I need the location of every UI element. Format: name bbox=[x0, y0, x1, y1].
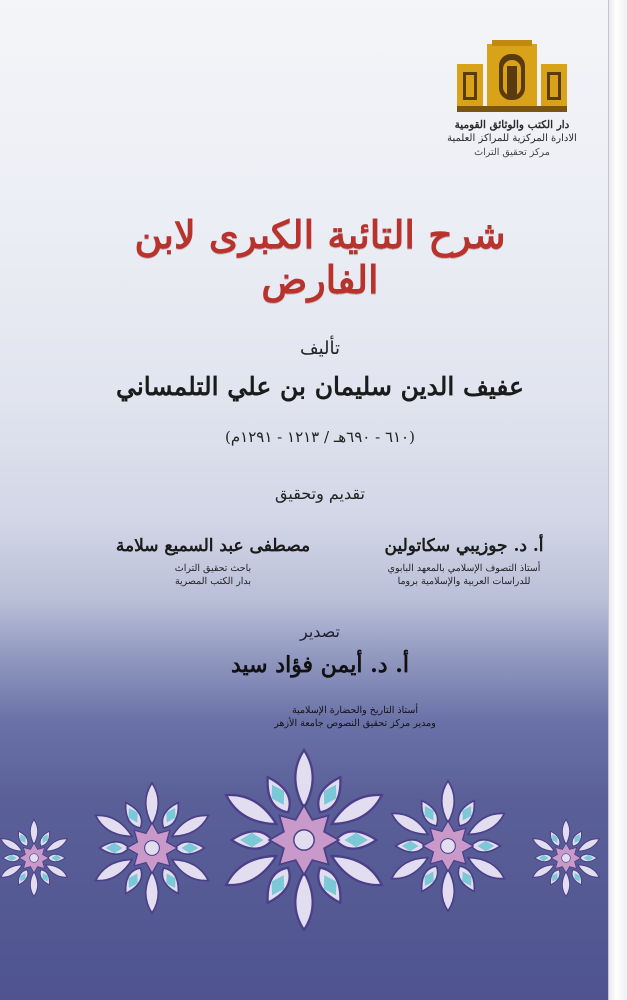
editor-secondary-role-1: باحث تحقيق التراث bbox=[174, 563, 252, 574]
publisher-name: دار الكتب والوثائق القومية bbox=[454, 119, 570, 131]
foreword-label: تصدير bbox=[299, 622, 340, 641]
editor-secondary-role-2: بدار الكتب المصرية bbox=[174, 576, 252, 587]
publisher-center: مركز تحقيق التراث bbox=[474, 147, 550, 158]
star-rosette bbox=[0, 820, 69, 897]
page-edge bbox=[608, 0, 627, 1000]
editor-primary-role-1: أستاذ التصوف الإسلامي بالمعهد البابوي bbox=[387, 563, 541, 574]
star-rosette bbox=[531, 820, 601, 897]
editor-primary-name: أ. د. جوزيبي سكاتولين bbox=[384, 536, 544, 556]
editor-secondary-name: مصطفى عبد السميع سلامة bbox=[115, 536, 311, 556]
author-label: تأليف bbox=[299, 338, 341, 359]
introduction-label: تقديم وتحقيق bbox=[275, 484, 365, 503]
foreword-role bbox=[240, 704, 470, 730]
library-building-icon bbox=[457, 40, 567, 112]
star-rosette bbox=[388, 781, 507, 911]
publisher-logo-block bbox=[437, 40, 587, 160]
editor-secondary bbox=[98, 536, 328, 588]
book-title: شرح التائية الكبرى لابن الفارض bbox=[134, 212, 506, 302]
author-dates: (٦١٠ - ٦٩٠هـ / ١٢١٣ - ١٢٩١م) bbox=[225, 428, 415, 446]
foreword-role-2: ومدير مركز تحقيق النصوص جامعة الأزهر bbox=[274, 718, 436, 729]
star-rosette bbox=[222, 750, 386, 930]
foreword-role-1: أستاذ التاريخ والحضارة الإسلامية bbox=[292, 705, 418, 716]
editor-primary-role-2: للدراسات العربية والإسلامية بروما bbox=[397, 576, 531, 587]
star-rosette bbox=[92, 783, 211, 913]
author-name: عفيف الدين سليمان بن علي التلمساني bbox=[116, 372, 524, 401]
editor-primary bbox=[349, 536, 579, 588]
foreword-name: أ. د. أيمن فؤاد سيد bbox=[231, 652, 409, 678]
islamic-star-ornaments bbox=[0, 740, 609, 1000]
publisher-department: الادارة المركزية للمراكز العلمية bbox=[447, 133, 577, 144]
